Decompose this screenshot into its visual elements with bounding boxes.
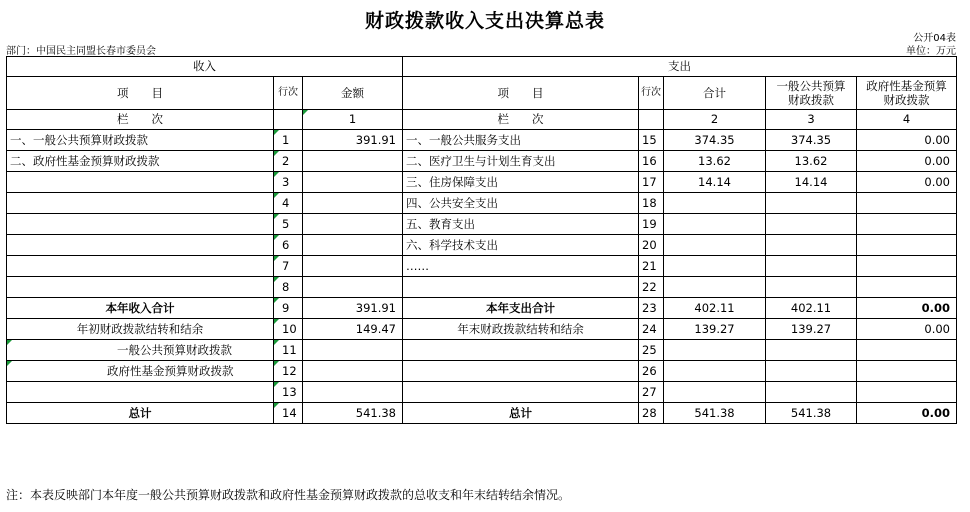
income-item-header: 项 目 — [7, 77, 274, 110]
expense-item: 四、公共安全支出 — [403, 193, 639, 214]
income-item — [7, 256, 274, 277]
expense-item: …… — [403, 256, 639, 277]
empty-cell — [857, 361, 957, 382]
carry-sub-general-label: 一般公共预算财政拨款 — [7, 340, 274, 361]
grand-expense-label: 总计 — [403, 403, 639, 424]
empty-cell — [303, 361, 403, 382]
expense-line: 19 — [639, 214, 664, 235]
income-amount — [303, 235, 403, 256]
income-line: 12 — [274, 361, 303, 382]
col-blank — [639, 110, 664, 130]
expense-general — [766, 277, 857, 298]
carry-begin-amount: 149.47 — [303, 319, 403, 340]
income-line: 13 — [274, 382, 303, 403]
col-label-right: 栏 次 — [403, 110, 639, 130]
col-blank — [274, 110, 303, 130]
income-line: 1 — [274, 130, 303, 151]
carry-over-row — [7, 319, 957, 340]
carry-end-gov-fund: 0.00 — [857, 319, 957, 340]
empty-cell — [303, 340, 403, 361]
income-amount — [303, 256, 403, 277]
income-line: 5 — [274, 214, 303, 235]
expense-item — [403, 277, 639, 298]
expense-general — [766, 256, 857, 277]
income-line: 4 — [274, 193, 303, 214]
empty-cell — [664, 340, 766, 361]
year-income-total-label: 本年收入合计 — [7, 298, 274, 319]
carry-sub-gov-fund-label: 政府性基金预算财政拨款 — [7, 361, 274, 382]
income-line: 6 — [274, 235, 303, 256]
expense-section-header: 支出 — [403, 57, 957, 77]
report-title: 财政拨款收入支出决算总表 — [364, 10, 605, 32]
table-row — [7, 130, 957, 151]
general-budget-header-line1: 一般公共预算 — [776, 79, 846, 93]
footnote: 注：本表反映部门本年度一般公共预算财政拨款和政府性基金预算财政拨款的总收支和年末结转结余情况。 — [6, 488, 571, 502]
expense-line: 22 — [639, 277, 664, 298]
expense-gov-fund: 0.00 — [857, 172, 957, 193]
expense-item: 五、教育支出 — [403, 214, 639, 235]
blank-row — [7, 382, 957, 403]
expense-gov-fund: 0.00 — [857, 151, 957, 172]
expense-general: 374.35 — [766, 130, 857, 151]
table-row — [7, 277, 957, 298]
empty-cell — [403, 382, 639, 403]
expense-total — [664, 256, 766, 277]
income-amount — [303, 151, 403, 172]
empty-cell — [766, 382, 857, 403]
expense-gov-fund — [857, 214, 957, 235]
expense-line-header: 行次 — [639, 77, 664, 110]
income-item — [7, 193, 274, 214]
col-label-left: 栏 次 — [7, 110, 274, 130]
income-section-header: 收入 — [7, 57, 403, 77]
expense-line: 20 — [639, 235, 664, 256]
income-amount: 391.91 — [303, 130, 403, 151]
budget-table — [6, 56, 957, 424]
income-line: 9 — [274, 298, 303, 319]
expense-general: 13.62 — [766, 151, 857, 172]
department-label: 部门：中国民主同盟长春市委员会 — [6, 46, 156, 57]
year-expense-general: 402.11 — [766, 298, 857, 319]
expense-general — [766, 235, 857, 256]
table-row — [7, 235, 957, 256]
grand-expense-gov-fund: 0.00 — [857, 403, 957, 424]
total-header: 合计 — [664, 77, 766, 110]
income-line: 3 — [274, 172, 303, 193]
expense-line: 28 — [639, 403, 664, 424]
income-line: 7 — [274, 256, 303, 277]
expense-total — [664, 277, 766, 298]
income-amount — [303, 193, 403, 214]
grand-expense-total: 541.38 — [664, 403, 766, 424]
col-number-4: 4 — [857, 110, 957, 130]
grand-expense-general: 541.38 — [766, 403, 857, 424]
general-budget-header-line2: 财政拨款 — [788, 93, 834, 107]
expense-total — [664, 235, 766, 256]
expense-total: 13.62 — [664, 151, 766, 172]
expense-gov-fund — [857, 193, 957, 214]
empty-cell — [766, 340, 857, 361]
income-item: 二、政府性基金预算财政拨款 — [7, 151, 274, 172]
empty-cell — [664, 382, 766, 403]
carry-end-total: 139.27 — [664, 319, 766, 340]
income-item — [7, 235, 274, 256]
expense-gov-fund — [857, 256, 957, 277]
year-expense-gov-fund: 0.00 — [857, 298, 957, 319]
empty-cell — [664, 361, 766, 382]
unit-label: 单位：万元 — [906, 46, 956, 57]
expense-item-header: 项 目 — [403, 77, 639, 110]
income-line: 8 — [274, 277, 303, 298]
income-amount — [303, 277, 403, 298]
col-number-3: 3 — [766, 110, 857, 130]
expense-gov-fund — [857, 277, 957, 298]
grand-income-label: 总计 — [7, 403, 274, 424]
expense-item: 二、医疗卫生与计划生育支出 — [403, 151, 639, 172]
expense-item: 一、一般公共服务支出 — [403, 130, 639, 151]
expense-line: 25 — [639, 340, 664, 361]
income-item — [7, 214, 274, 235]
year-expense-total-label: 本年支出合计 — [403, 298, 639, 319]
income-amount — [303, 214, 403, 235]
table-row — [7, 172, 957, 193]
table-row — [7, 214, 957, 235]
income-line: 2 — [274, 151, 303, 172]
year-total-row — [7, 298, 957, 319]
expense-general — [766, 193, 857, 214]
gov-fund-header — [857, 77, 957, 110]
expense-line: 21 — [639, 256, 664, 277]
income-amount — [303, 172, 403, 193]
expense-total — [664, 193, 766, 214]
col-number-2: 2 — [664, 110, 766, 130]
expense-total — [664, 214, 766, 235]
carry-sub-row — [7, 361, 957, 382]
table-row — [7, 193, 957, 214]
income-amount-header: 金额 — [303, 77, 403, 110]
income-line: 14 — [274, 403, 303, 424]
year-income-total-amount: 391.91 — [303, 298, 403, 319]
general-budget-header — [766, 77, 857, 110]
grand-income-amount: 541.38 — [303, 403, 403, 424]
empty-cell — [403, 340, 639, 361]
income-item: 一、一般公共预算财政拨款 — [7, 130, 274, 151]
expense-general: 14.14 — [766, 172, 857, 193]
form-number: 公开04表 — [913, 33, 956, 44]
carry-sub-row — [7, 340, 957, 361]
expense-gov-fund: 0.00 — [857, 130, 957, 151]
empty-cell — [303, 382, 403, 403]
carry-end-label: 年末财政拨款结转和结余 — [403, 319, 639, 340]
empty-cell — [403, 361, 639, 382]
carry-end-general: 139.27 — [766, 319, 857, 340]
expense-general — [766, 214, 857, 235]
expense-total: 14.14 — [664, 172, 766, 193]
grand-total-row — [7, 403, 957, 424]
table-row — [7, 151, 957, 172]
income-line: 11 — [274, 340, 303, 361]
expense-total: 374.35 — [664, 130, 766, 151]
income-item — [7, 277, 274, 298]
carry-begin-label: 年初财政拨款结转和结余 — [7, 319, 274, 340]
expense-line: 15 — [639, 130, 664, 151]
column-header-row — [7, 77, 957, 110]
expense-item: 六、科学技术支出 — [403, 235, 639, 256]
expense-line: 18 — [639, 193, 664, 214]
year-expense-total: 402.11 — [664, 298, 766, 319]
expense-line: 17 — [639, 172, 664, 193]
col-number-1: 1 — [303, 110, 403, 130]
expense-line: 23 — [639, 298, 664, 319]
empty-cell — [857, 340, 957, 361]
income-line: 10 — [274, 319, 303, 340]
section-header-row — [7, 57, 957, 77]
income-line-header: 行次 — [274, 77, 303, 110]
empty-cell — [7, 382, 274, 403]
expense-gov-fund — [857, 235, 957, 256]
column-number-row — [7, 110, 957, 130]
expense-line: 26 — [639, 361, 664, 382]
empty-cell — [766, 361, 857, 382]
expense-item: 三、住房保障支出 — [403, 172, 639, 193]
expense-line: 27 — [639, 382, 664, 403]
table-row — [7, 256, 957, 277]
gov-fund-header-line2: 财政拨款 — [883, 93, 930, 107]
empty-cell — [857, 382, 957, 403]
expense-line: 16 — [639, 151, 664, 172]
gov-fund-header-line1: 政府性基金预算 — [866, 79, 947, 93]
income-item — [7, 172, 274, 193]
expense-line: 24 — [639, 319, 664, 340]
